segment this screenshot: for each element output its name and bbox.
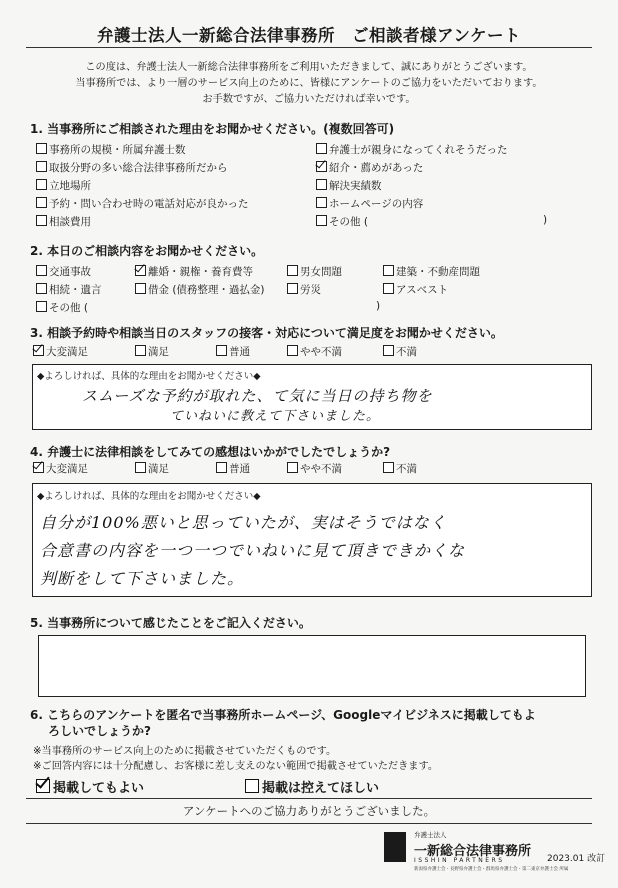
footer-divider-top [26, 798, 592, 799]
q3-comment-line-1: スムーズな予約が取れた、て気に当日の持ち物を [82, 387, 433, 405]
q4-radio[interactable] [287, 462, 298, 473]
firm-logo-mark [384, 832, 406, 862]
firm-logo-affiliation: 新潟県弁護士会・長野県弁護士会・群馬県弁護士会・第二東京弁護士会 所属 [414, 867, 569, 872]
q1-checkbox[interactable] [36, 179, 47, 190]
q4-rating[interactable]: 満足 [135, 461, 169, 476]
q2-option[interactable]: 交通事故 [36, 264, 91, 279]
q1-heading: 1. 当事務所にご相談された理由をお聞かせください。(複数回答可) [30, 122, 395, 136]
q4-comment-line-3: 判断をして下さいました。 [40, 569, 245, 588]
thanks-message: アンケートへのご協力ありがとうございました。 [182, 804, 436, 818]
q4-radio[interactable] [216, 462, 227, 473]
q4-heading: 4. 弁護士に法律相談をしてみての感想はいかがでしたでしょうか? [30, 445, 391, 459]
q2-option[interactable]: 建築・不動産問題 [383, 264, 480, 279]
q2-checkbox[interactable] [36, 301, 47, 312]
q1-checkbox[interactable] [316, 197, 327, 208]
q2-option-other[interactable]: その他 ( [36, 300, 88, 315]
q2-option[interactable]: 労災 [287, 282, 321, 297]
q2-option[interactable]: 男女問題 [287, 264, 342, 279]
q2-option[interactable]: アスベスト [383, 282, 448, 297]
q3-rating[interactable]: 満足 [135, 344, 169, 359]
q3-rating[interactable]: 不満 [383, 344, 417, 359]
q4-comment-label: ◆よろしければ、具体的な理由をお聞かせください◆ [37, 491, 261, 502]
q3-radio-checked[interactable] [33, 345, 44, 356]
q2-checkbox[interactable] [383, 283, 394, 294]
q3-comment-label: ◆よろしければ、具体的な理由をお聞かせください◆ [37, 371, 261, 382]
q1-option[interactable]: 弁護士が親身になってくれそうだった [316, 142, 508, 157]
q4-radio[interactable] [383, 462, 394, 473]
q6-checkbox[interactable] [245, 779, 259, 793]
q4-radio[interactable] [135, 462, 146, 473]
survey-title: 弁護士法人一新総合法律事務所 ご相談者様アンケート [96, 26, 521, 45]
q4-rating[interactable]: 普通 [216, 461, 250, 476]
q1-option[interactable]: 立地場所 [36, 178, 91, 193]
firm-logo-sub: 弁護士法人 [414, 831, 447, 839]
q1-checkbox[interactable] [316, 143, 327, 154]
q2-heading: 2. 本日のご相談内容をお聞かせください。 [30, 244, 264, 258]
q4-rating[interactable]: 不満 [383, 461, 417, 476]
q2-checkbox[interactable] [383, 265, 394, 276]
q5-heading: 5. 当事務所について感じたことをご記入ください。 [30, 616, 311, 630]
q3-rating[interactable]: やや不満 [287, 344, 342, 359]
q1-checkbox-checked[interactable] [316, 161, 327, 172]
q3-radio[interactable] [135, 345, 146, 356]
q6-option-decline[interactable]: 掲載は控えてほしい [245, 777, 379, 796]
intro-line-3: お手数ですが、ご協力いただければ幸いです。 [202, 94, 416, 105]
q1-checkbox[interactable] [36, 197, 47, 208]
q2-option[interactable]: 借金 (債務整理・過払金) [135, 282, 265, 297]
intro-line-2: 当事務所では、より一層のサービス向上のために、皆様にアンケートのご協力をいただいております。 [75, 78, 543, 89]
q6-note-2: ※ご回答内容には十分配慮し、お客様に差し支えのない範囲で掲載させていただきます。 [33, 761, 439, 772]
q4-rating[interactable]: 大変満足 [33, 461, 88, 476]
footer-divider-bottom [26, 823, 592, 824]
q3-heading: 3. 相談予約時や相談当日のスタッフの接客・対応について満足度をお聞かせください。 [30, 326, 503, 340]
q2-checkbox[interactable] [36, 283, 47, 294]
q1-checkbox[interactable] [36, 143, 47, 154]
revision-date: 2023.01 改訂 [547, 854, 606, 864]
q3-radio[interactable] [287, 345, 298, 356]
q3-rating[interactable]: 普通 [216, 344, 250, 359]
q1-checkbox[interactable] [316, 215, 327, 226]
firm-logo-en: ISSHIN PARTNERS [414, 857, 505, 864]
q1-option-other[interactable]: その他 ( [316, 214, 368, 229]
intro-line-1: この度は、弁護士法人一新総合法律事務所をご利用いただきまして、誠にありがとうございます。 [85, 62, 533, 73]
q6-checkbox-checked[interactable] [36, 779, 50, 793]
q2-checkbox[interactable] [287, 265, 298, 276]
q1-checkbox[interactable] [36, 161, 47, 172]
q2-option-divorce[interactable]: 離婚・親権・養育費等 [135, 264, 253, 279]
q2-checkbox[interactable] [287, 283, 298, 294]
q1-checkbox[interactable] [36, 215, 47, 226]
q1-option[interactable]: 取扱分野の多い総合法律事務所だから [36, 160, 228, 175]
q1-option[interactable]: 解決実績数 [316, 178, 382, 193]
q5-comment-box[interactable] [38, 635, 586, 697]
q6-option-publish[interactable]: 掲載してもよい [36, 777, 144, 796]
q1-other-close: ) [543, 214, 548, 226]
q3-radio[interactable] [216, 345, 227, 356]
title-divider [26, 47, 592, 48]
q2-checkbox[interactable] [135, 283, 146, 294]
q3-radio[interactable] [383, 345, 394, 356]
q4-radio-checked[interactable] [33, 462, 44, 473]
q1-option[interactable]: 事務所の規模・所属弁護士数 [36, 142, 186, 157]
q4-rating[interactable]: やや不満 [287, 461, 342, 476]
q1-option[interactable]: 予約・問い合わせ時の電話対応が良かった [36, 196, 249, 211]
q2-checkbox-checked[interactable] [135, 265, 146, 276]
q4-comment-line-1: 自分が100%悪いと思っていたが、実はそうではなく [40, 513, 447, 532]
q2-option[interactable]: 相続・遺言 [36, 282, 102, 297]
q1-option-referral[interactable]: 紹介・薦めがあった [316, 160, 423, 175]
q6-note-1: ※当事務所のサービス向上のために掲載させていただくものです。 [33, 746, 337, 757]
q6-heading-line-2: ろしいでしょうか? [48, 724, 151, 738]
q2-checkbox[interactable] [36, 265, 47, 276]
q3-comment-line-2: ていねいに教えて下さいました。 [170, 409, 381, 424]
q6-heading-line-1: 6. こちらのアンケートを匿名で当事務所ホームページ、Googleマイビジネスに掲載してもよ [30, 708, 536, 722]
q2-other-close: ) [376, 300, 381, 312]
q1-option[interactable]: ホームページの内容 [316, 196, 423, 211]
q4-comment-line-2: 合意書の内容を一つ一つでいねいに見て頂きできかくな [40, 541, 466, 560]
q1-option[interactable]: 相談費用 [36, 214, 91, 229]
q3-rating[interactable]: 大変満足 [33, 344, 88, 359]
q1-checkbox[interactable] [316, 179, 327, 190]
firm-logo-name: 一新総合法律事務所 [414, 844, 532, 859]
